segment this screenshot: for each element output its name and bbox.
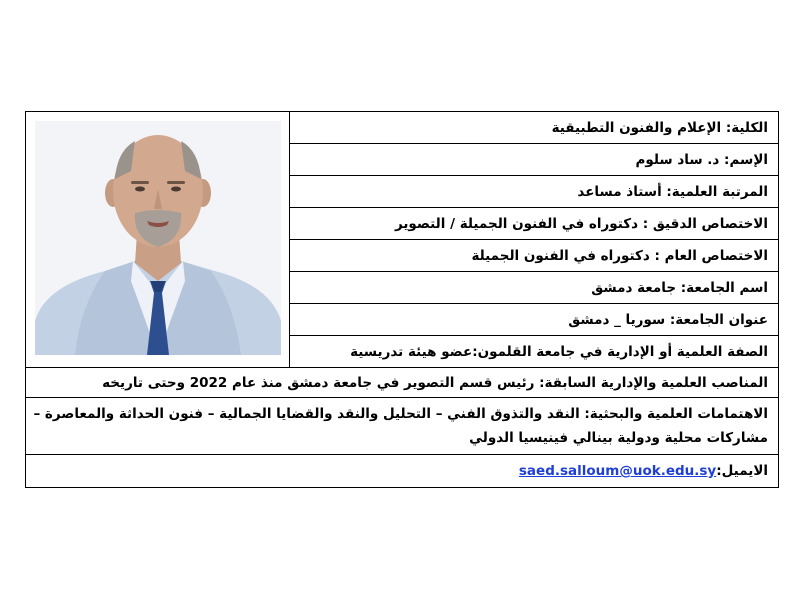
rank-row: [290, 176, 778, 208]
university-address-row: [290, 304, 778, 336]
rank-text: المرتبة العلمية: أستاذ مساعد: [577, 183, 768, 200]
research-interests-text: الاهتمامات العلمية والبحثية: النقد والتذوق الفني – التحليل والنقد والقضايا الجمالية – فنون الحداثة والمعاصرة – مشاركات محلية ودولية بينالي فينيسيا الدولي: [33, 406, 768, 446]
email-link[interactable]: saed.salloum@uok.edu.sy: [518, 463, 717, 479]
name-row: [290, 144, 778, 176]
email-label: الايميل:: [716, 463, 768, 479]
profile-card: [25, 111, 779, 488]
specialization-general-text: الاختصاص العام : دكتوراه في الفنون الجميلة: [471, 247, 768, 264]
specialization-general-row: [290, 240, 778, 272]
current-position-row: [290, 336, 778, 368]
profile-photo: [35, 121, 281, 355]
faculty-text: الكلية: الإعلام والفنون التطبيقية: [551, 119, 768, 136]
photo-cell: [26, 112, 290, 368]
university-address-text: عنوان الجامعة: سوريا _ دمشق: [568, 311, 768, 328]
university-text: اسم الجامعة: جامعة دمشق: [591, 279, 768, 296]
email-row: [26, 455, 778, 487]
specialization-precise-row: [290, 208, 778, 240]
previous-positions-text: المناصب العلمية والإدارية السابقة: رئيس قسم التصوير في جامعة دمشق منذ عام 2022 وحتى تاريخه: [102, 374, 768, 391]
faculty-row: [290, 112, 778, 144]
research-interests-row: [26, 398, 778, 455]
previous-positions-row: [26, 368, 778, 398]
current-position-text: الصفة العلمية أو الإدارية في جامعة القلمون:عضو هيئة تدريسية: [350, 343, 768, 360]
name-text: الإسم: د. ساد سلوم: [635, 151, 768, 168]
specialization-precise-text: الاختصاص الدقيق : دكتوراه في الفنون الجميلة / التصوير: [394, 215, 768, 232]
university-row: [290, 272, 778, 304]
